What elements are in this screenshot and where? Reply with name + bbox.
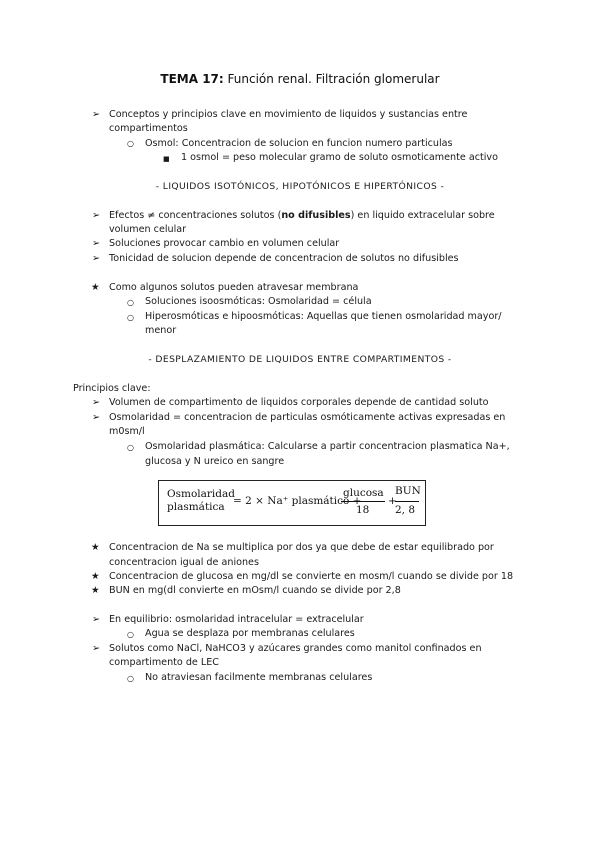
formula-lhs-line1: Osmolaridad <box>167 488 235 500</box>
star-bullet-icon: ★ <box>91 571 100 582</box>
sodio-line-cont: concentracion igual de aniones <box>109 557 259 568</box>
star-bullet-icon: ★ <box>91 542 100 553</box>
hiperosmoticas-line-cont: menor <box>145 325 177 336</box>
efectos-line <box>109 209 495 223</box>
formula-glucose-fraction-bar <box>341 501 385 502</box>
formula-plus-sign: + <box>388 495 397 507</box>
formula-bun-fraction-bar <box>395 501 419 502</box>
circle-bullet-icon: ○ <box>127 674 134 683</box>
formula-glucose-denominator: 18 <box>356 504 370 516</box>
volumen-line: Volumen de compartimento de liquidos corporales depende de cantidad soluto <box>109 397 489 408</box>
no-atraviesan-line: No atraviesan facilmente membranas celulares <box>145 672 373 683</box>
concepts-line: Conceptos y principios clave en movimiento de liquidos y sustancias entre <box>109 109 468 120</box>
osmol-equivalence: 1 osmol = peso molecular gramo de soluto osmoticamente activo <box>181 152 498 163</box>
formula-lhs-line2: plasmática <box>167 501 225 513</box>
square-bullet-icon: ■ <box>163 155 170 163</box>
arrow-bullet-icon: ➢ <box>92 238 101 249</box>
circle-bullet-icon: ○ <box>127 298 134 307</box>
section-heading-desplazamiento: - DESPLAZAMIENTO DE LIQUIDOS ENTRE COMPARTIMENTOS - <box>148 354 452 365</box>
circle-bullet-icon: ○ <box>127 139 134 148</box>
osmol-definition: Osmol: Concentracion de solucion en funcion numero particulas <box>145 138 453 149</box>
efectos-line-cont: volumen celular <box>109 224 187 235</box>
arrow-bullet-icon: ➢ <box>92 614 101 625</box>
arrow-bullet-icon: ➢ <box>92 253 101 264</box>
soluciones-line: Soluciones provocar cambio en volumen celular <box>109 238 340 249</box>
agua-line: Agua se desplaza por membranas celulares <box>145 628 355 639</box>
title-topic-number: TEMA 17: <box>160 72 224 86</box>
solutos-confinados-line: Solutos como NaCl, NaHCO3 y azúcares grandes como manitol confinados en <box>109 643 482 654</box>
star-bullet-icon: ★ <box>91 585 100 596</box>
arrow-bullet-icon: ➢ <box>92 643 101 654</box>
formula-bun-denominator: 2, 8 <box>395 504 416 516</box>
arrow-bullet-icon: ➢ <box>92 109 101 120</box>
formula-glucose-numerator: glucosa <box>343 487 384 499</box>
arrow-bullet-icon: ➢ <box>92 210 101 221</box>
formula-bun-numerator: BUN <box>395 485 421 497</box>
circle-bullet-icon: ○ <box>127 630 134 639</box>
bun-line: BUN en mg(dl convierte en mOsm/l cuando se divide por 2,8 <box>109 585 401 596</box>
plasma-osmolarity-formula <box>158 480 426 526</box>
principios-heading: Principios clave: <box>73 383 151 394</box>
section-heading-liquidos: - LIQUIDOS ISOTÓNICOS, HIPOTÓNICOS E HIPERTÓNICOS - <box>155 181 445 192</box>
circle-bullet-icon: ○ <box>127 313 134 322</box>
hiperosmoticas-line: Hiperosmóticas e hipoosmóticas: Aquellas que tienen osmolaridad mayor/ <box>145 311 502 322</box>
efectos-text-a: Efectos ≠ concentraciones solutos ( <box>109 210 282 221</box>
solutos-confinados-line-cont: compartimento de LEC <box>109 657 219 668</box>
osmolaridad-line: Osmolaridad = concentracion de particulas osmóticamente activas expresadas en <box>109 412 506 423</box>
circle-bullet-icon: ○ <box>127 443 134 452</box>
star-bullet-icon: ★ <box>91 282 100 293</box>
osmolaridad-line-cont: m0sm/l <box>109 426 145 437</box>
tonicidad-line: Tonicidad de solucion depende de concentracion de solutos no difusibles <box>109 253 459 264</box>
arrow-bullet-icon: ➢ <box>92 397 101 408</box>
title-text: Función renal. Filtración glomerular <box>223 72 440 86</box>
concepts-line-cont: compartimentos <box>109 123 188 134</box>
osmolaridad-plasmatica-line-cont: glucosa y N ureico en sangre <box>145 456 285 467</box>
osmolaridad-plasmatica-line: Osmolaridad plasmática: Calcularse a partir concentracion plasmatica Na+, <box>145 441 510 452</box>
page-title <box>0 72 600 86</box>
equilibrio-line: En equilibrio: osmolaridad intracelular = extracelular <box>109 614 364 625</box>
arrow-bullet-icon: ➢ <box>92 412 101 423</box>
solutos-line: Como algunos solutos pueden atravesar membrana <box>109 282 359 293</box>
formula-middle-term: = 2 × Na⁺ plasmático + <box>233 495 362 507</box>
isoosmoticas-line: Soluciones isoosmóticas: Osmolaridad = célula <box>145 296 372 307</box>
sodio-line: Concentracion de Na se multiplica por dos ya que debe de estar equilibrado por <box>109 542 494 553</box>
efectos-text-bold: no difusibles <box>281 210 351 221</box>
efectos-text-c: ) en liquido extracelular sobre <box>350 210 495 221</box>
glucosa-line: Concentracion de glucosa en mg/dl se convierte en mosm/l cuando se divide por 18 <box>109 571 514 582</box>
